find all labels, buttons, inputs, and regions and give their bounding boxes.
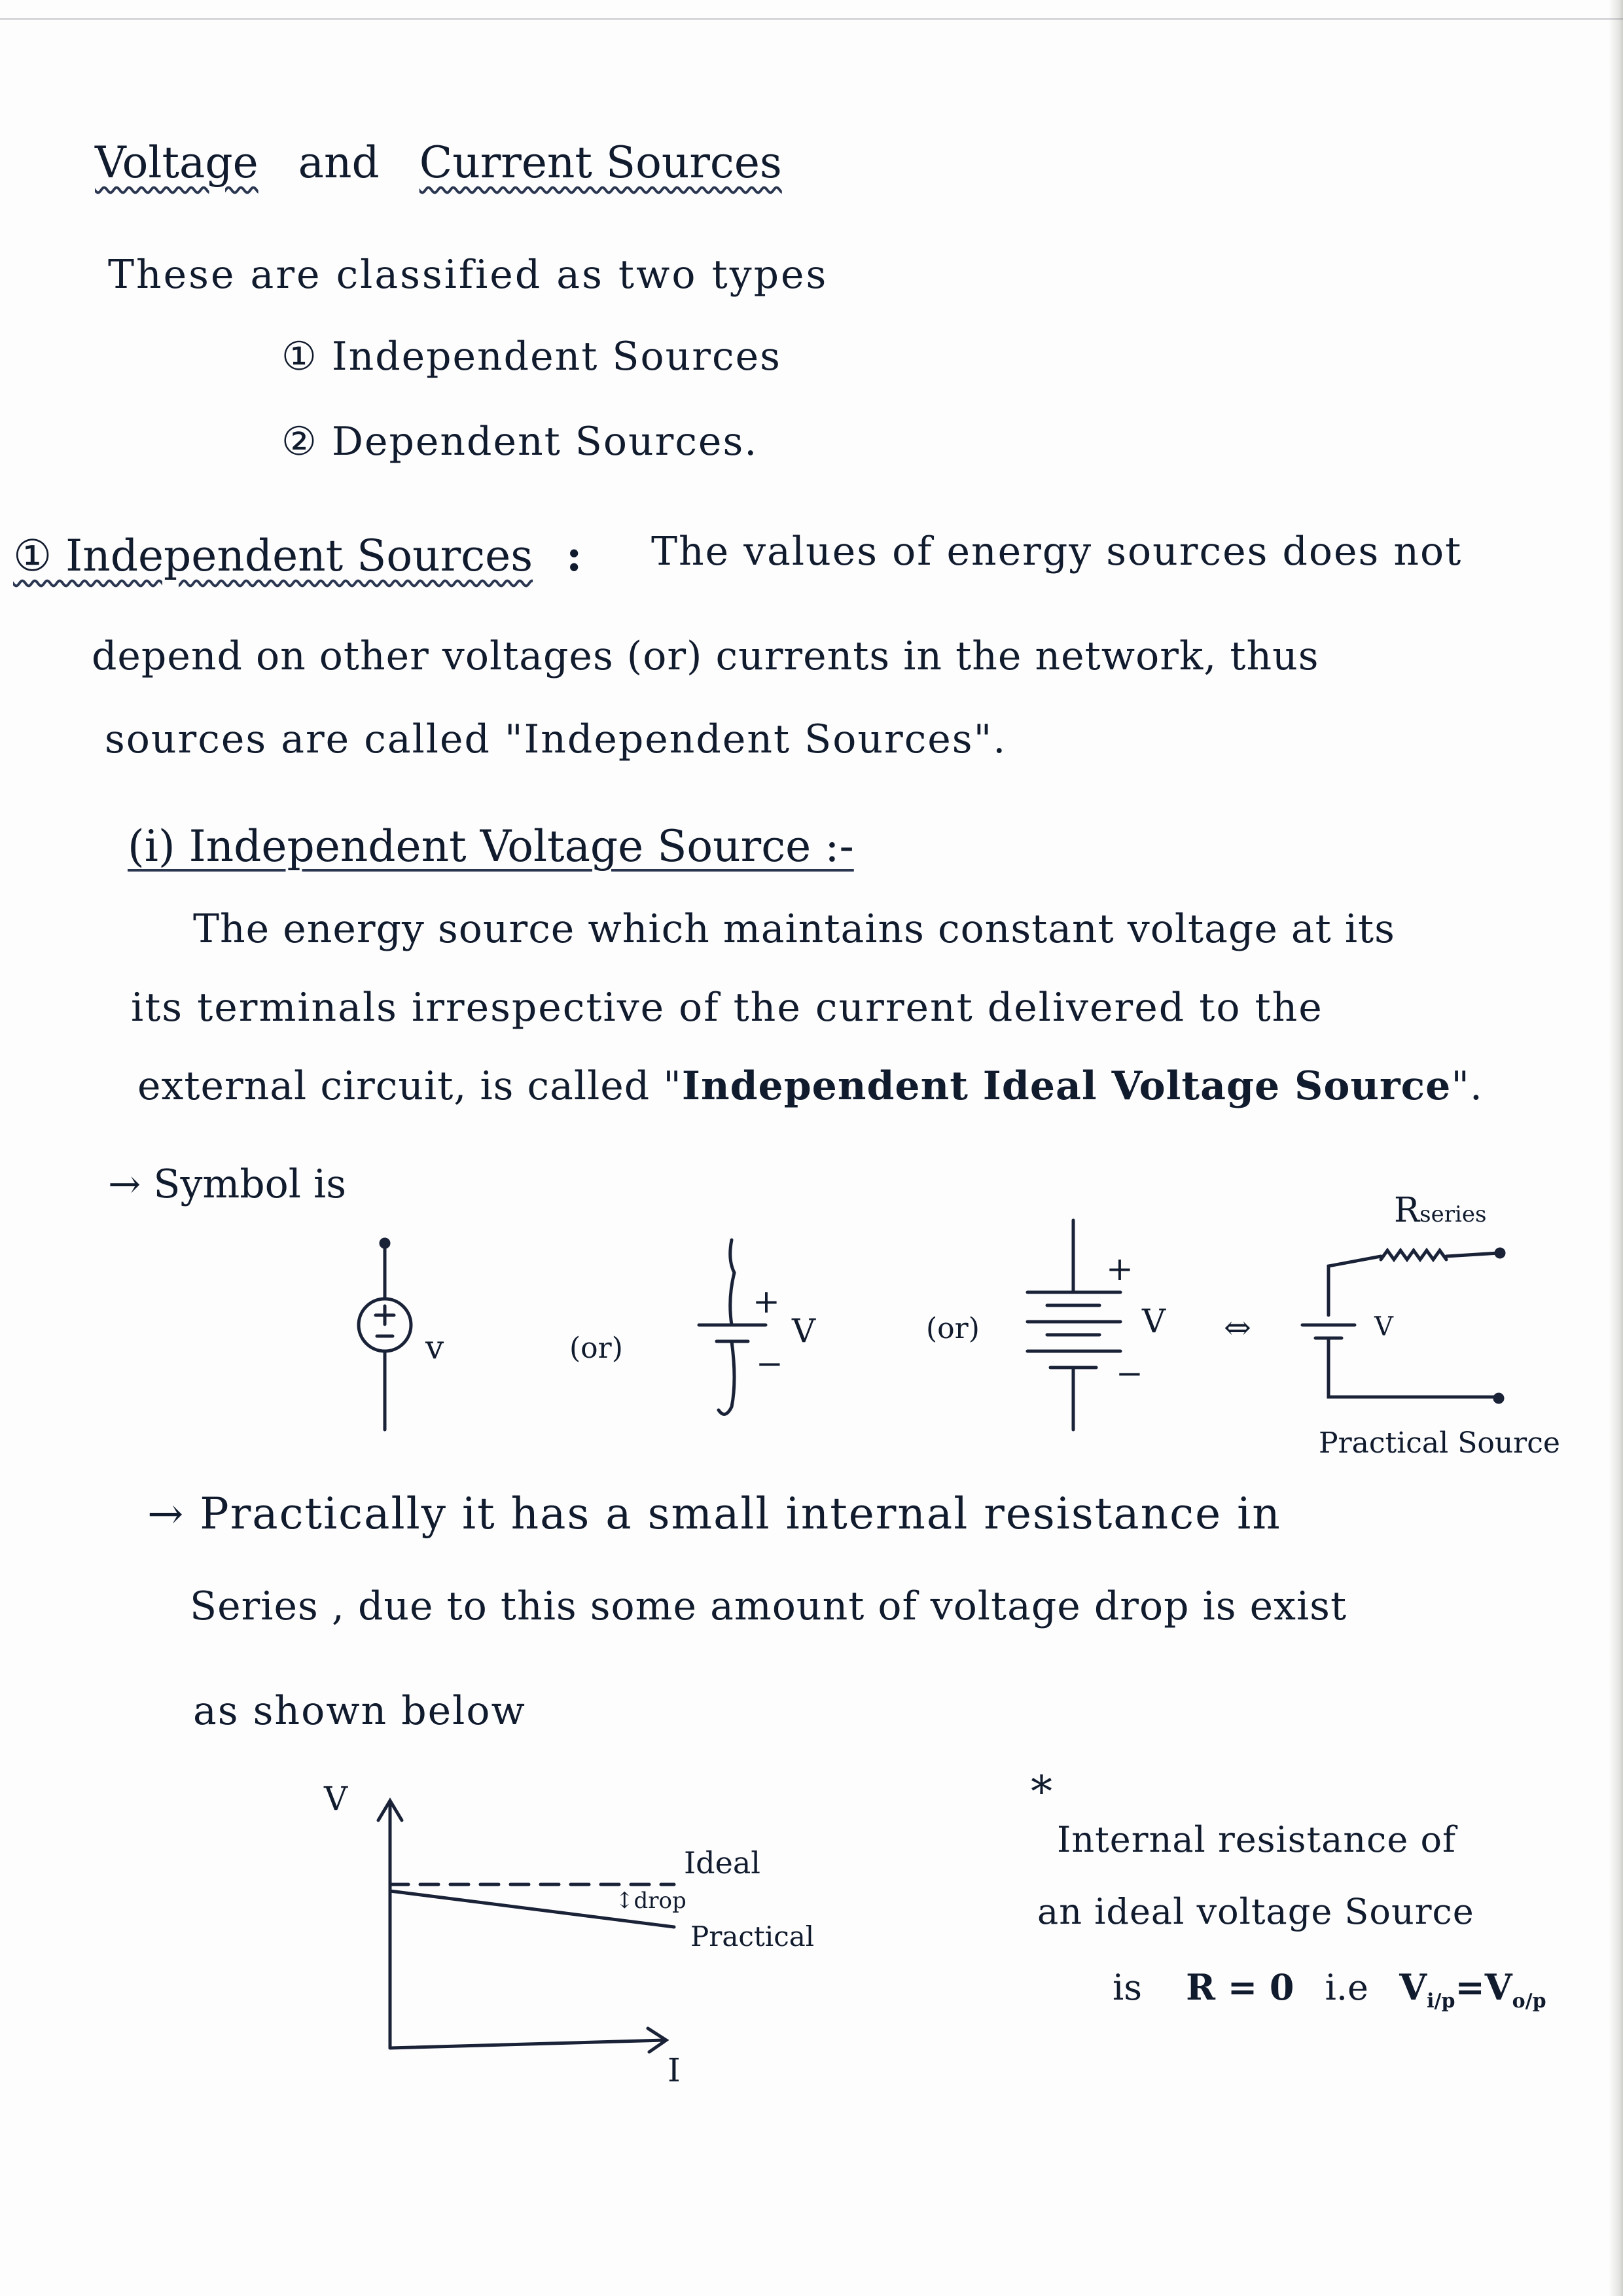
graph-x-axis bbox=[390, 2040, 664, 2048]
symbol1-v: v bbox=[425, 1328, 444, 1366]
section1-line3: sources are called "Independent Sources". bbox=[105, 716, 1007, 762]
symbol-or-1: (or) bbox=[569, 1332, 623, 1365]
note-star: * bbox=[1031, 1767, 1052, 1817]
note-v-in-letter: V bbox=[1399, 1966, 1427, 2008]
intro-item-independent: ① Independent Sources bbox=[281, 334, 781, 380]
graph-x-label: I bbox=[668, 2051, 681, 2089]
intro-item-dependent: ② Dependent Sources. bbox=[281, 419, 758, 465]
title-current-sources: Current Sources bbox=[419, 137, 782, 188]
subsection-line3-end: ". bbox=[1451, 1063, 1483, 1109]
note-v-in bbox=[1399, 1966, 1455, 2013]
symbol3-plus: + bbox=[1106, 1250, 1133, 1288]
equivalent-arrow-icon: ⇔ bbox=[1224, 1309, 1251, 1347]
title-word-and: and bbox=[298, 137, 380, 188]
r-series-r: R bbox=[1394, 1191, 1420, 1230]
note-v-in-sub: i/p bbox=[1427, 1989, 1455, 2013]
symbol2-minus: − bbox=[756, 1345, 783, 1383]
graph-y-label: V bbox=[324, 1780, 348, 1818]
symbol-label: → Symbol is bbox=[108, 1161, 347, 1207]
section1-colon: : bbox=[566, 530, 582, 581]
section1-line1: The values of energy sources does not bbox=[651, 529, 1463, 574]
practically-line3: as shown below bbox=[193, 1688, 526, 1734]
intro-line: These are classified as two types bbox=[108, 252, 829, 298]
note-line2: an ideal voltage Source bbox=[1037, 1891, 1474, 1932]
subsection-line1: The energy source which maintains constant voltage at its bbox=[193, 906, 1395, 952]
note-line1: Internal resistance of bbox=[1057, 1819, 1456, 1860]
practically-line1: → Practically it has a small internal resistance in bbox=[147, 1489, 1281, 1539]
note-r-equals-zero: R = 0 bbox=[1186, 1966, 1294, 2008]
note-v-out bbox=[1484, 1966, 1546, 2013]
subsection-line3-term: Independent Ideal Voltage Source bbox=[681, 1063, 1452, 1109]
r-series-sub: series bbox=[1419, 1201, 1487, 1227]
graph-ideal-label: Ideal bbox=[684, 1845, 760, 1881]
note-v-out-sub: o/p bbox=[1512, 1989, 1546, 2013]
note-v-out-letter: V bbox=[1484, 1966, 1512, 2008]
subsection-line3-start: external circuit, is called " bbox=[137, 1063, 682, 1109]
practically-line2: Series , due to this some amount of voltage drop is exist bbox=[190, 1583, 1347, 1629]
symbol4-v: V bbox=[1374, 1312, 1393, 1342]
subsection-heading: (i) Independent Voltage Source :- bbox=[128, 821, 854, 872]
title-word-voltage: Voltage bbox=[95, 137, 259, 188]
section1-heading: ① Independent Sources bbox=[13, 531, 533, 581]
subsection-line2: its terminals irrespective of the current delivered to the bbox=[131, 985, 1323, 1031]
practical-source-label: Practical Source bbox=[1319, 1426, 1560, 1460]
note-ie: i.e bbox=[1325, 1967, 1369, 2008]
symbol2-plus: + bbox=[753, 1282, 780, 1320]
section1-line2: depend on other voltages (or) currents in the network, thus bbox=[92, 633, 1319, 679]
symbol-or-2: (or) bbox=[926, 1312, 980, 1345]
symbol3-minus: − bbox=[1116, 1354, 1143, 1392]
graph-drop-label: ↕drop bbox=[615, 1888, 687, 1914]
symbol2-v: V bbox=[792, 1312, 816, 1350]
note-equals: = bbox=[1455, 1966, 1485, 2008]
symbol3-v: V bbox=[1142, 1302, 1166, 1340]
graph-practical-label: Practical bbox=[690, 1920, 815, 1952]
note-line3 bbox=[1113, 1966, 1546, 2013]
note-is: is bbox=[1113, 1967, 1142, 2008]
